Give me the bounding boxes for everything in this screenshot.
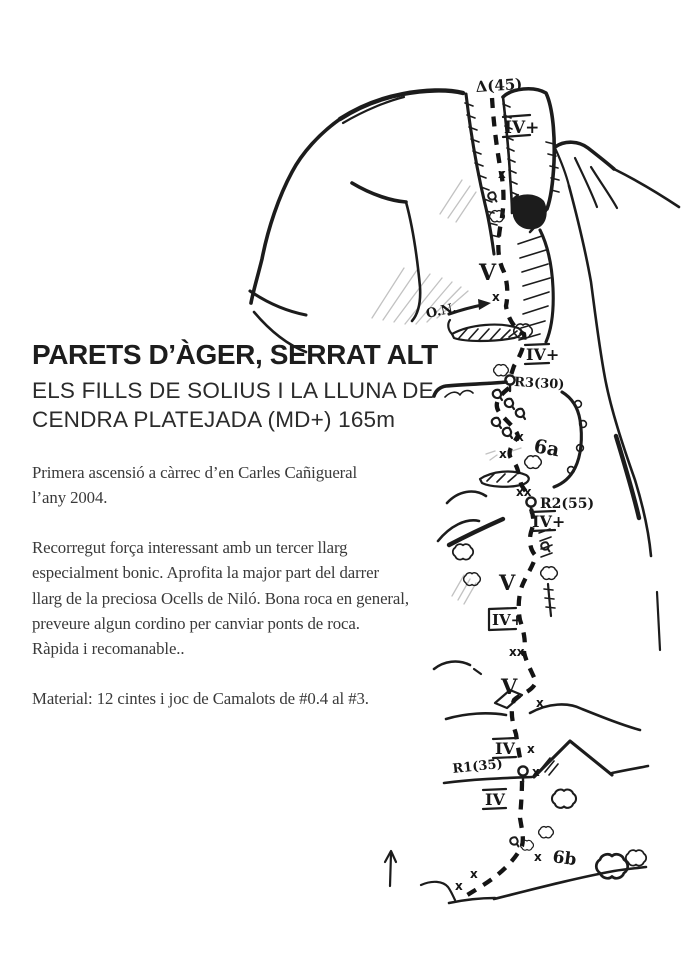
bolt-x-mark: x (516, 430, 524, 444)
paragraph-line: especialment bonic. Aprofita la major part del darrer (32, 563, 379, 583)
paragraph-line: Ràpida i recomanable.. (32, 638, 185, 658)
grade-label-upper-iv: IV (495, 739, 515, 758)
bolt-x-mark: x (527, 742, 535, 756)
subtitle-line-2: CENDRA PLATEJADA (MD+) 165m (32, 407, 396, 433)
belay-anchor-r1 (518, 766, 527, 782)
route-description-paragraph (32, 535, 484, 661)
bolt-x-mark: x (536, 696, 544, 710)
bolt-x-mark: x (492, 290, 500, 304)
bolt-x-mark: x (532, 765, 540, 779)
double-bolt-xx-mark: xx (509, 645, 525, 659)
double-bolt-xx-mark: xx (516, 485, 532, 499)
paragraph-line: Material: 12 cintes i joc de Camalots de #0.4 al #3. (32, 689, 369, 709)
paragraph-line: llarg de la preciosa Ocells de Niló. Bona roca en general, (32, 588, 409, 608)
grade-label-mid-v: V (499, 570, 516, 595)
belay-r1-label: R1(35) (451, 756, 504, 777)
grade-label-boxed-iv: IV+ (492, 611, 524, 629)
grade-label-mid-ivplus: IV+ (526, 345, 560, 364)
route-text-column (32, 340, 484, 711)
paragraph-line: Primera ascensió a càrrec d’en Carles Cañigueral (32, 462, 358, 482)
first-ascent-paragraph (32, 460, 484, 510)
bolt-x-mark: x (534, 850, 542, 864)
grade-label-top: IV+ (504, 118, 540, 138)
subtitle-line-1: ELS FILLS DE SOLIUS I LA LLUNA DE (32, 378, 434, 404)
start-6b-label: 6b (551, 847, 578, 871)
bolt-x-mark: x (498, 167, 506, 181)
crux-6a-label: 6a (532, 435, 562, 462)
approach-arrow (385, 851, 396, 886)
bolt-x-mark: x (499, 447, 507, 461)
belay-anchor-r2 (526, 497, 535, 513)
paragraph-line: preveure algun cordino per canviar ponts de roca. (32, 613, 360, 633)
route-subtitle (32, 377, 484, 435)
bolt-x-mark: x (455, 879, 463, 893)
grade-label-lower-v: V (501, 674, 518, 699)
paragraph-line: Recorregut força interessant amb un tercer llarg (32, 538, 348, 558)
grade-label-below-r2: IV+ (532, 512, 566, 531)
page-title: PARETS D’ÀGER, SERRAT ALT (32, 339, 438, 370)
bolt-x-mark: x (470, 867, 478, 881)
grade-label-upper-v: V (479, 260, 497, 286)
on-arrow-head (478, 299, 491, 310)
material-paragraph (32, 686, 484, 711)
belay-r3-label: R3(30) (513, 375, 565, 393)
belay-r2-label: R2(55) (540, 496, 595, 512)
ocells-nilo-label: O.N. (424, 300, 458, 322)
paragraph-line: l’any 2004. (32, 488, 108, 508)
summit-anchor-label: Δ(45) (475, 74, 523, 96)
grade-label-lower-iv: IV (485, 790, 505, 809)
